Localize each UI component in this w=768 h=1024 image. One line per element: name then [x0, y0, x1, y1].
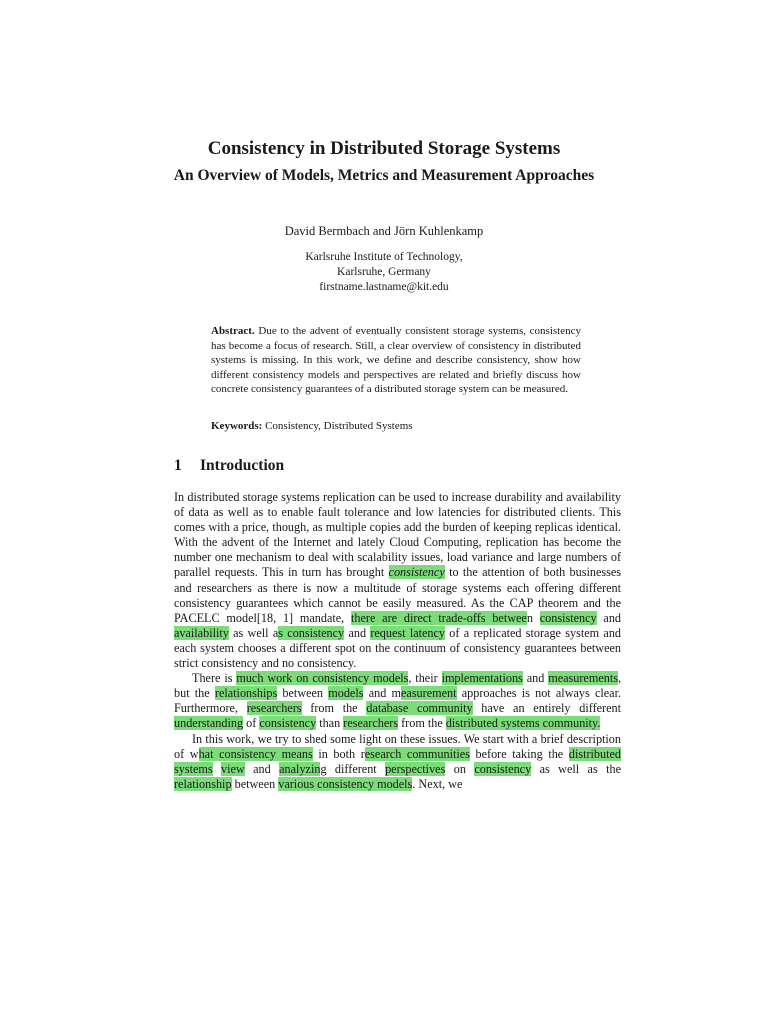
paragraph-3 — [174, 732, 621, 792]
highlight: researchers — [343, 716, 399, 731]
section-number: 1 — [174, 457, 182, 474]
section-heading — [174, 457, 284, 475]
highlight: consistency — [259, 716, 317, 731]
paper-subtitle: An Overview of Models, Metrics and Measurement Approaches — [173, 167, 595, 184]
affiliation-line: Karlsruhe Institute of Technology, — [305, 251, 463, 263]
text-run: between — [277, 686, 329, 701]
affiliation — [0, 250, 768, 295]
highlight: understanding — [174, 716, 244, 731]
text-run: n — [526, 610, 540, 625]
highlight: request latency — [370, 625, 446, 640]
paper-title: Consistency in Distributed Storage Systems — [207, 138, 561, 159]
section-title: Introduction — [200, 457, 285, 474]
abstract — [211, 324, 581, 397]
abstract-label: Abstract. — [211, 325, 255, 337]
text-run: There is — [192, 671, 237, 686]
keywords — [211, 420, 581, 432]
keywords-text: Consistency, Distributed Systems — [265, 420, 413, 432]
text-run: in both r — [312, 746, 365, 761]
highlight: measurements — [548, 671, 618, 686]
text-run: of a replicated storage system and each system chooses a different spot on the continuum of consistency guarantees between strict consistency and no consistency. — [174, 625, 622, 671]
highlight: perspectives — [385, 761, 446, 776]
text-run: from the — [301, 701, 367, 716]
text-run: , but the — [174, 671, 621, 701]
text-run: than — [316, 716, 344, 731]
highlight: relationships — [214, 686, 278, 701]
paragraph-2 — [174, 671, 621, 731]
affiliation-email: firstname.lastname@kit.edu — [319, 281, 449, 293]
affiliation-line: Karlsruhe, Germany — [337, 266, 431, 278]
authors: David Bermbach and Jörn Kuhlenkamp — [284, 224, 484, 238]
highlight: distributed systems — [174, 746, 621, 776]
highlight: consistency — [539, 610, 597, 625]
highlight: relationship — [174, 776, 232, 791]
highlight: consistency — [474, 761, 532, 776]
text-run: as well a — [228, 625, 279, 640]
text-run: and — [244, 761, 280, 776]
highlight: hat consistency means — [198, 746, 313, 761]
keywords-label: Keywords: — [211, 420, 263, 432]
highlight: there are direct trade-offs betwee — [351, 610, 527, 625]
highlight: various consistency models — [278, 776, 413, 791]
highlight: models — [328, 686, 364, 701]
highlight: database community — [366, 701, 473, 716]
text-run: and m — [363, 686, 401, 701]
text-run: between — [231, 776, 279, 791]
text-run: and — [344, 625, 371, 640]
highlight: easurement — [401, 686, 457, 701]
text-run: In distributed storage systems replication can be used to increase durability and availability of data as well as to enable fault tolerance and low latencies for distributed clients. This comes with a price, though, as multiple copies add the burden of keeping replicas identical. With the advent of the Internet and lately Cloud Computing, replication has become the number one mechanism to deal with scalability issues, load variance and large numbers of parallel requests. This in turn has brought — [174, 490, 621, 580]
text-run: , their — [408, 671, 442, 686]
highlight: analyzin — [279, 761, 321, 776]
highlight: esearch communities — [364, 746, 470, 761]
highlight: distributed systems community. — [445, 716, 601, 731]
highlight: implementations — [441, 671, 523, 686]
text-run: and — [596, 610, 622, 625]
text-run: have an entirely different — [472, 701, 621, 716]
text-run: In this work, we try to shed some light on these issues. We start with a brief description of w — [174, 731, 621, 761]
highlight: availability — [174, 625, 229, 640]
text-run: g different — [320, 761, 386, 776]
highlight: view — [221, 761, 245, 776]
text-run: to the attention of both businesses and researchers as there is now a multitude of storage systems each offering different consistency guarantees which cannot be easily measured. As the CAP theorem and the PACELC model[18, 1] mandate, — [174, 565, 621, 625]
highlight: s consistency — [278, 625, 345, 640]
abstract-text: Due to the advent of eventually consistent storage systems, consistency has become a focus of research. Still, a clear overview of consistency in distributed systems is missing. In this work, we define and describe consistency, show how different consistency models and perspectives are related and briefly discuss how concrete consistency guarantees of a distributed storage system can be measured. — [211, 325, 581, 396]
title-block — [0, 136, 768, 185]
paragraph-1 — [174, 490, 621, 671]
text-run: . Next, we — [412, 776, 463, 791]
text-run — [213, 762, 221, 776]
body-text — [174, 490, 621, 792]
text-run: of — [243, 716, 260, 731]
highlight: much work on consistency models — [236, 671, 409, 686]
text-run: approaches is not always clear. Furthermore, — [174, 686, 622, 716]
text-run: from the — [398, 716, 446, 731]
text-run: on — [445, 761, 475, 776]
text-run: as well as the — [531, 761, 621, 776]
text-run: before taking the — [469, 746, 569, 761]
highlight: consistency — [388, 565, 445, 580]
text-run: and — [522, 671, 549, 686]
highlight: researchers — [246, 701, 302, 716]
